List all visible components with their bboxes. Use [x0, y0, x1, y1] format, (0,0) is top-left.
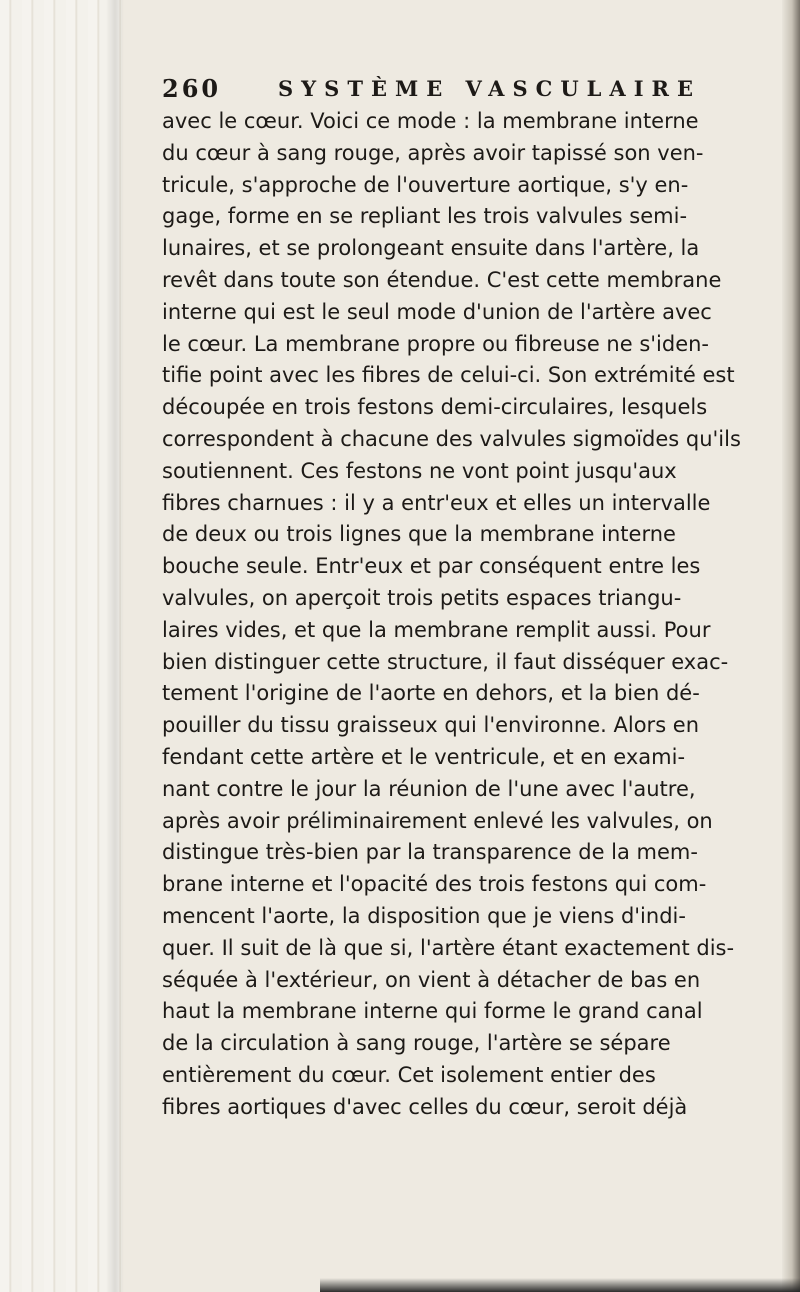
text-line: soutiennent. Ces festons ne vont point jusqu'aux [162, 458, 677, 483]
text-line: interne qui est le seul mode d'union de l'artère avec [162, 299, 712, 324]
text-line: avec le cœur. Voici ce mode : la membrane interne [162, 109, 699, 133]
running-title: SYSTÈME VASCULAIRE [278, 76, 702, 101]
text-line: gage, forme en se repliant les trois valvules semi- [162, 204, 688, 229]
text-line: découpée en trois festons demi-circulaires, lesquels [162, 395, 708, 420]
text-line: séquée à l'extérieur, on vient à détacher de bas en [162, 967, 701, 992]
text-line: du cœur à sang rouge, après avoir tapissé son ven- [162, 140, 704, 165]
text-line: haut la membrane interne qui forme le grand canal [162, 999, 703, 1024]
page-number: 260 [162, 74, 222, 103]
text-line: entièrement du cœur. Cet isolement entier des [162, 1062, 656, 1087]
text-line: mencent l'aorte, la disposition que je viens d'indi- [162, 903, 686, 928]
text-line: valvules, on aperçoit trois petits espaces triangu- [162, 585, 682, 610]
text-line: tement l'origine de l'aorte en dehors, et la bien dé- [162, 681, 700, 706]
text-line: pouiller du tissu graisseux qui l'environne. Alors en [162, 713, 700, 738]
text-line: le cœur. La membrane propre ou fibreuse ne s'iden- [162, 331, 710, 356]
text-line: nant contre le jour la réunion de l'une avec l'autre, [162, 776, 696, 801]
text-line: fendant cette artère et le ventricule, et en exami- [162, 744, 686, 769]
text-line: laires vides, et que la membrane remplit aussi. Pour [162, 617, 711, 642]
text-line: de la circulation à sang rouge, l'artère se sépare [162, 1031, 671, 1056]
text-line: correspondent à chacune des valvules sigmoïdes qu'ils [162, 426, 741, 451]
text-line: fibres charnues : il y a entr'eux et elles un intervalle [162, 490, 711, 515]
text-line: revêt dans toute son étendue. C'est cette membrane [162, 267, 722, 292]
text-line: lunaires, et se prolongeant ensuite dans l'artère, la [162, 236, 700, 261]
text-line: de deux ou trois lignes que la membrane interne [162, 522, 676, 547]
text-line: quer. Il suit de là que si, l'artère étant exactement dis- [162, 935, 735, 960]
text-line: distingue très-bien par la transparence de la mem- [162, 840, 698, 865]
body-text [162, 106, 798, 1124]
text-line: bouche seule. Entr'eux et par conséquent entre les [162, 554, 701, 579]
text-line: tricule, s'approche de l'ouverture aortique, s'y en- [162, 172, 689, 197]
text-line: brane interne et l'opacité des trois festons qui com- [162, 872, 707, 897]
text-line: fibres aortiques d'avec celles du cœur, seroit déjà [162, 1094, 688, 1119]
text-line: après avoir préliminairement enlevé les valvules, on [162, 808, 713, 833]
page-gutter [0, 0, 122, 1292]
running-head [162, 66, 702, 103]
page-bottom-shadow [320, 1278, 800, 1292]
text-line: bien distinguer cette structure, il faut disséquer exac- [162, 649, 729, 674]
text-line: tifie point avec les fibres de celui-ci. Son extrémité est [162, 363, 735, 388]
